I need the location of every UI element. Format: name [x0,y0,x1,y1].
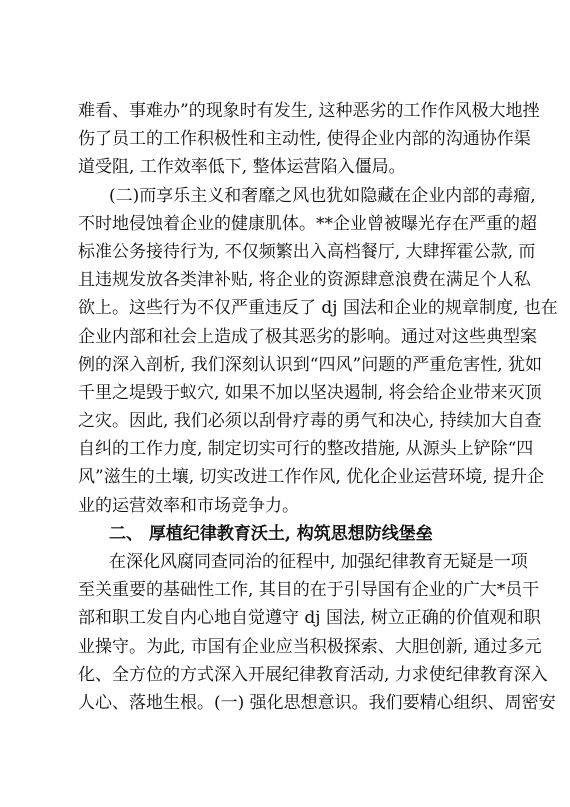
text-line: 业的运营效率和市场竞争力。 [78,495,299,516]
text-line: 至关重要的基础性工作, 其目的在于引导国有企业的广大*员干 [78,580,540,601]
text-line: 在深化风腐同查同治的征程中, 加强纪律教育无疑是一项 [109,552,528,572]
text-line: 部和职工发自内心地自觉遵守 dj 国法, 树立正确的价值观和职 [78,608,541,629]
text-line: 且违规发放各类津补贴, 将企业的资源肆意浪费在满足个人私 [78,270,531,291]
text-line: 企业内部和社会上造成了极其恶劣的影响。通过对这些典型案 [78,326,537,347]
text-line: 之灾。因此, 我们必须以刮骨疗毒的勇气和决心, 持续加大自查 [78,411,542,432]
text-line: 风”滋生的土壤, 切实改进工作作风, 优化企业运营环境, 提升企 [78,467,545,488]
text-line: 化、全方位的方式深入开展纪律教育活动, 力求使纪律教育深入 [78,664,548,685]
document-body [78,97,558,717]
text-line: 标准公务接待行为, 不仅频繁出入高档餐厅, 大肆挥霍公款, 而 [78,241,536,262]
text-line: 千里之堤毁于蚁穴, 如果不加以坚决遏制, 将会给企业带来灭顶 [78,382,542,403]
text-line: 自纠的工作力度, 制定切实可行的整改措施, 从源头上铲除“四 [78,439,534,460]
text-line: (二)而享乐主义和奢靡之风也犹如隐藏在企业内部的毒瘤, [109,185,536,206]
text-line: 例的深入剖析, 我们深刻认识到“四风”问题的严重危害性, 犹如 [78,354,542,375]
text-line: 伤了员工的工作积极性和主动性, 使得企业内部的沟通协作渠 [78,129,531,150]
text-line: 欲上。这些行为不仅严重违反了 dj 国法和企业的规章制度, 也在 [78,298,558,319]
section-heading: 二、 厚植纪律教育沃土, 构筑思想防线堡垒 [109,523,433,544]
text-line: 人心、落地生根。(一) 强化思想意识。我们要精心组织、周密安 [78,692,556,713]
text-line: 道受阻, 工作效率低下, 整体运营陷入僵局。 [78,157,406,178]
text-line: 不时地侵蚀着企业的健康肌体。**企业曾被曝光存在严重的超 [78,213,537,234]
text-line: 业操守。为此, 市国有企业应当积极探索、大胆创新, 通过多元 [78,636,542,657]
text-line: 难看、事难办”的现象时有发生, 这种恶劣的工作作风极大地挫 [78,101,540,121]
